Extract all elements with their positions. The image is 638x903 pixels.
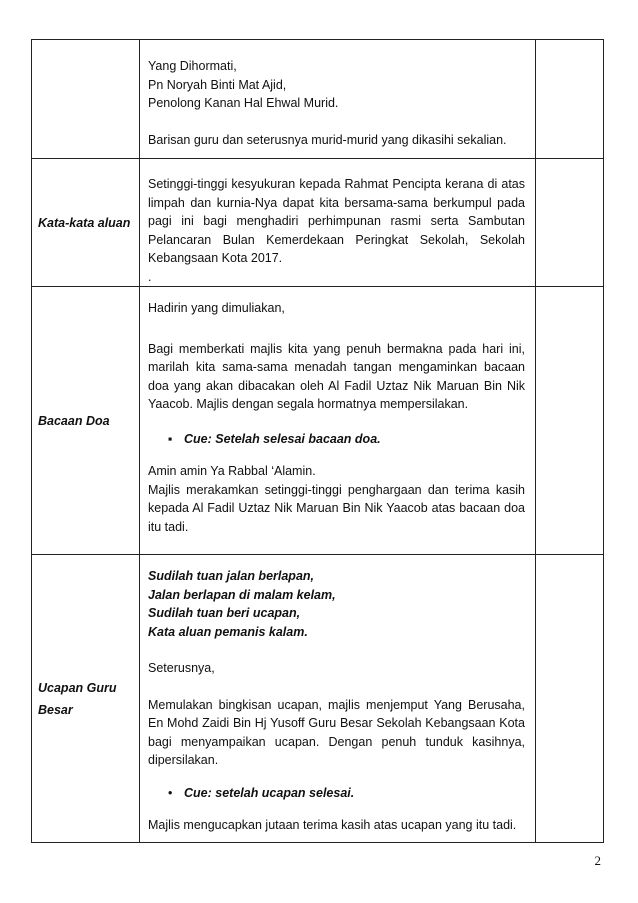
salutation-line: Penolong Kanan Hal Ehwal Murid.: [148, 96, 339, 110]
row-paragraph: Setinggi-tinggi kesyukuran kepada Rahmat Pencipta kerana di atas limpah dan kurnia-Nya dapat kita bersama-sama berkumpul pada pagi ini bagi menghadiri perhimpunan rasmi serta Sambutan Pelancaran Bulan Kemerdekaan Peringkat Sekolah, Sekolah Kebangsaan Kota 2017.: [148, 177, 525, 265]
cue-text: Cue: Setelah selesai bacaan doa.: [184, 431, 381, 446]
row-notes: [536, 40, 604, 159]
greeting-text: Hadirin yang dimuliakan,: [148, 301, 285, 315]
row-paragraph: Bagi memberkati majlis kita yang penuh bermakna pada hari ini, marilah kita sama-sama menadah tangan mengaminkan bacaan doa yang akan dibacakan oleh Al Fadil Uztaz Nik Maruan Bin Nik Yaacob. Majlis dengan segala hormatnya mempersilakan.: [148, 341, 525, 411]
cue-line: [168, 784, 525, 803]
salutation-line: Pn Noryah Binti Mat Ajid,: [148, 77, 287, 92]
table-row: [32, 555, 604, 843]
row-label: Ucapan Guru Besar: [32, 555, 140, 843]
round-bullet-icon: •: [168, 785, 173, 800]
row-content: [140, 159, 536, 287]
pantun-line: Jalan berlapan di malam kelam,: [148, 587, 336, 602]
row-content: [140, 555, 536, 843]
cue-line: [168, 430, 525, 449]
page-number: 2: [594, 853, 601, 868]
row-content: [140, 40, 536, 159]
square-bullet-icon: ▪: [168, 431, 173, 446]
next-text: Seterusnya,: [148, 661, 215, 675]
salutation-line: Barisan guru dan seterusnya murid-murid yang dikasihi sekalian.: [148, 132, 507, 147]
table-row: [32, 287, 604, 555]
salutation-line: Yang Dihormati,: [148, 59, 237, 73]
closing-text: Majlis mengucapkan jutaan terima kasih atas ucapan yang itu tadi.: [148, 818, 517, 832]
row-notes: [536, 555, 604, 843]
program-script-table: [31, 39, 604, 843]
row-label: [32, 40, 140, 159]
row-label: Bacaan Doa: [32, 287, 140, 555]
closing-text: Majlis merakamkan setinggi-tinggi penghargaan dan terima kasih kepada Al Fadil Uztaz Nik Maruan Bin Nik Yaacob atas bacaan doa itu tadi.: [148, 482, 525, 534]
amin-text: Amin amin Ya Rabbal ‘Alamin.: [148, 464, 316, 478]
row-notes: [536, 159, 604, 287]
cue-text: Cue: setelah ucapan selesai.: [184, 785, 355, 800]
pantun-line: Sudilah tuan jalan berlapan,: [148, 569, 315, 583]
row-content: [140, 287, 536, 555]
row-paragraph: Memulakan bingkisan ucapan, majlis menjemput Yang Berusaha, En Mohd Zaidi Bin Hj Yusoff Guru Besar Sekolah Kebangsaan Kota bagi menyampaikan ucapan. Dengan penuh tunduk kasihnya, dipersilakan.: [148, 697, 525, 767]
row-label: Kata-kata aluan: [32, 159, 140, 287]
pantun-line: Kata aluan pemanis kalam.: [148, 624, 308, 639]
pantun-line: Sudilah tuan beri ucapan,: [148, 606, 301, 620]
table-row: [32, 40, 604, 159]
row-notes: [536, 287, 604, 555]
table-row: [32, 159, 604, 287]
row-dot: .: [148, 269, 152, 284]
